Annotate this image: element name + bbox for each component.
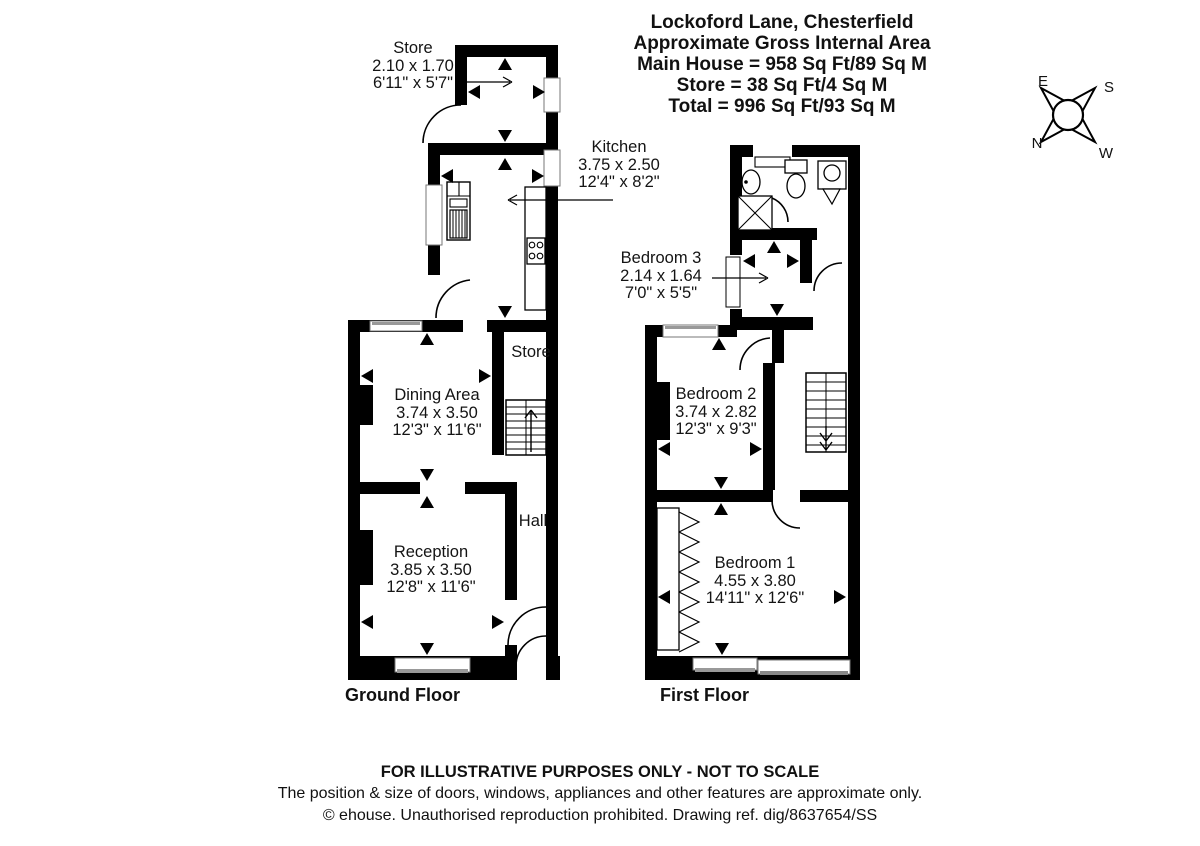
compass-north-label: N bbox=[1031, 135, 1043, 152]
shower-icon bbox=[738, 196, 772, 230]
room-dims-metric: 4.55 x 3.80 bbox=[714, 571, 796, 590]
title-main-house-area: Main House = 958 Sq Ft/89 Sq M bbox=[637, 54, 927, 75]
room-label-dining-area bbox=[392, 387, 481, 440]
room-name: Bedroom 3 bbox=[620, 249, 702, 267]
room-label-bedroom1 bbox=[706, 555, 804, 608]
room-name: Dining Area bbox=[394, 386, 480, 404]
room-dims-metric: 3.74 x 2.82 bbox=[675, 402, 757, 421]
store-door-arc bbox=[423, 105, 461, 143]
room-dims-imperial: 6'11" x 5'7" bbox=[372, 74, 454, 92]
shower-door-arc bbox=[772, 198, 788, 222]
title-total-area: Total = 996 Sq Ft/93 Sq M bbox=[668, 96, 896, 117]
hall-reception-door-arc bbox=[508, 607, 546, 645]
first-floor-stairs bbox=[806, 373, 846, 452]
room-dims-metric: 3.74 x 3.50 bbox=[396, 403, 478, 422]
compass-rose bbox=[1032, 73, 1114, 162]
hob-icon bbox=[527, 238, 545, 264]
room-name: Kitchen bbox=[591, 138, 647, 156]
room-dims-imperial: 12'4" x 8'2" bbox=[578, 173, 660, 191]
room-label-bedroom3 bbox=[620, 250, 702, 303]
room-dims-metric: 2.14 x 1.64 bbox=[620, 266, 702, 285]
bedroom1-door-arc bbox=[772, 500, 800, 528]
room-dims-imperial: 12'3" x 11'6" bbox=[392, 421, 482, 439]
disclaimer-line3: © ehouse. Unauthorised reproduction prohibited. Drawing ref. dig/8637654/SS bbox=[322, 807, 878, 824]
room-dims-metric: 3.75 x 2.50 bbox=[578, 155, 660, 174]
kitchen-leader-arrow bbox=[508, 195, 613, 205]
room-label-understairs-store bbox=[511, 344, 550, 362]
room-dims-imperial: 12'3" x 9'3" bbox=[675, 420, 757, 438]
room-dims-metric: 3.85 x 3.50 bbox=[390, 560, 472, 579]
first-floor-label: First Floor bbox=[660, 685, 749, 705]
wardrobe-icon bbox=[657, 508, 699, 652]
title-gia: Approximate Gross Internal Area bbox=[633, 33, 931, 54]
compass-south-label: S bbox=[1103, 79, 1115, 96]
basin-icon bbox=[742, 170, 760, 194]
kitchen-sink-icon bbox=[447, 182, 470, 240]
room-label-reception bbox=[386, 544, 475, 597]
room-name: Bedroom 1 bbox=[714, 554, 796, 572]
first-floor-door-arcs bbox=[740, 198, 842, 528]
room-name: Reception bbox=[393, 543, 469, 561]
kitchen-dining-door-arc bbox=[436, 280, 470, 318]
plan-title bbox=[633, 12, 930, 117]
room-name: Hall bbox=[518, 512, 548, 530]
vanity-sink-icon bbox=[818, 161, 846, 204]
room-label-kitchen bbox=[578, 139, 660, 192]
room-label-hall bbox=[519, 513, 547, 531]
title-store-area: Store = 38 Sq Ft/4 Sq M bbox=[676, 75, 888, 96]
ground-floor-stairs bbox=[506, 400, 546, 455]
room-dims-imperial: 12'8" x 11'6" bbox=[386, 578, 476, 596]
compass-east-label: E bbox=[1037, 73, 1049, 90]
toilet-icon bbox=[785, 160, 807, 198]
room-label-store bbox=[372, 40, 454, 93]
ground-floor-label: Ground Floor bbox=[345, 685, 460, 705]
disclaimer-line2: The position & size of doors, windows, appliances and other features are approximate only. bbox=[277, 785, 923, 802]
room-name: Store bbox=[393, 39, 433, 57]
room-label-bedroom2 bbox=[675, 386, 757, 439]
room-name: Store bbox=[511, 343, 551, 361]
disclaimer-line1: FOR ILLUSTRATIVE PURPOSES ONLY - NOT TO SCALE bbox=[380, 763, 820, 781]
title-address: Lockoford Lane, Chesterfield bbox=[650, 12, 914, 33]
compass-west-label: W bbox=[1098, 145, 1114, 162]
room-dims-imperial: 7'0" x 5'5" bbox=[624, 284, 698, 302]
room-dims-metric: 2.10 x 1.70 bbox=[372, 56, 454, 75]
room-dims-imperial: 14'11" x 12'6" bbox=[705, 589, 805, 607]
bedroom3-door-arc bbox=[814, 263, 842, 291]
room-name: Bedroom 2 bbox=[675, 385, 757, 403]
disclaimer bbox=[0, 761, 1200, 827]
